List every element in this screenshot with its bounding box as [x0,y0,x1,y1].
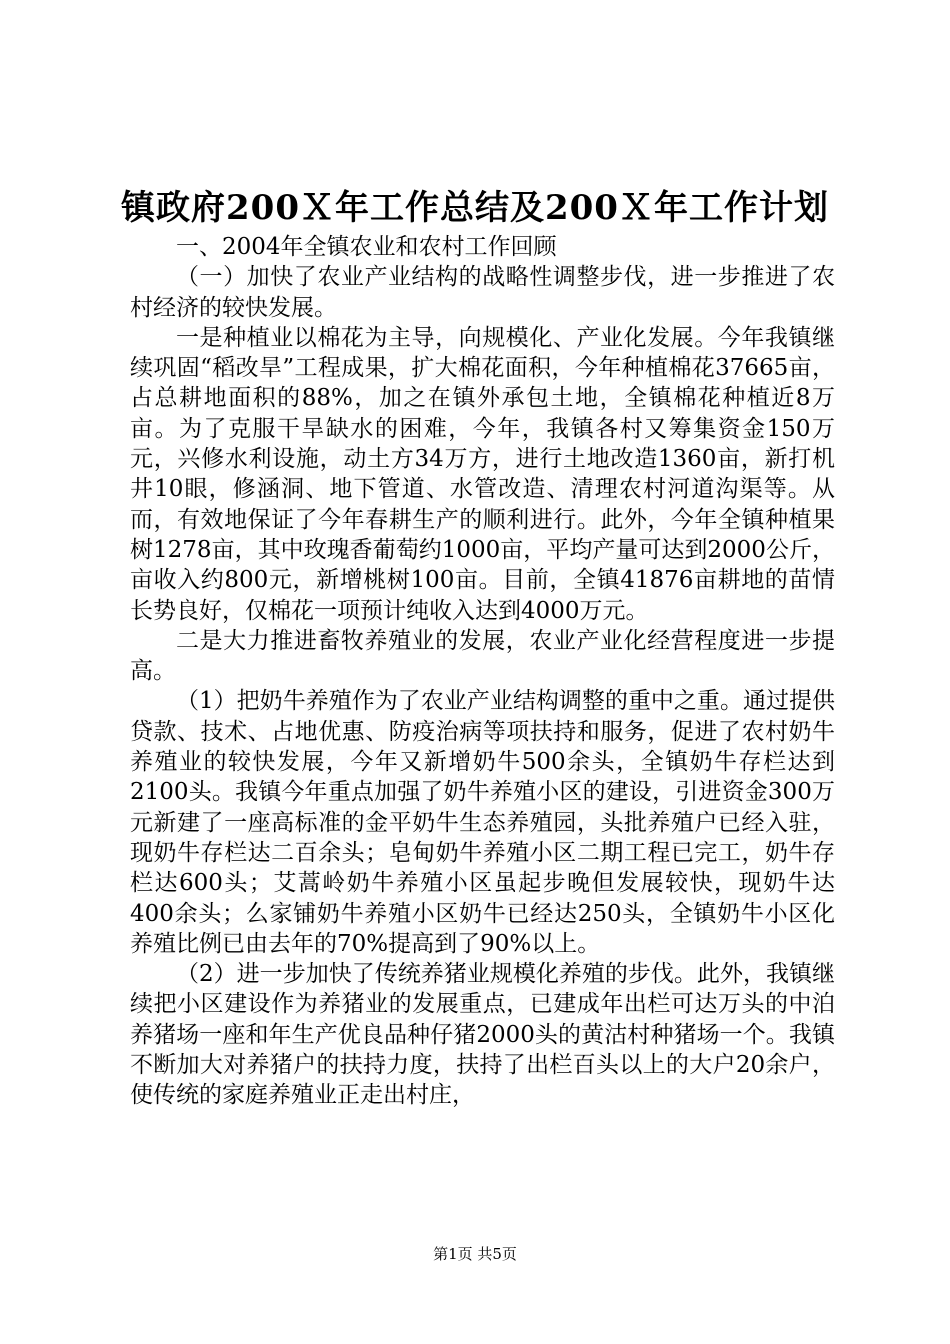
document-body [130,232,835,1111]
subsection-heading: （一）加快了农业产业结构的战略性调整步伐，进一步推进了农村经济的较快发展。 [130,264,835,321]
paragraph-livestock: 二是大力推进畜牧养殖业的发展，农业产业化经营程度进一步提高。 [130,627,835,685]
paragraph-planting: 一是种植业以棉花为主导，向规模化、产业化发展。今年我镇继续巩固“稻改旱”工程成果，扩大棉花面积，今年种植棉花37665亩，占总耕地面积的88%，加之在镇外承包土地，全镇棉花种植近8万亩。为了克服干旱缺水的困难，今年，我镇各村又筹集资金150万元，兴修水利设施，动土方34万方，进行土地改造1360亩，新打机井10眼，修涵洞、地下管道、水管改造、清理农村河道沟渠等。从而，有效地保证了今年春耕生产的顺利进行。此外，今年全镇种植果树1278亩，其中玫瑰香葡萄约1000亩，平均产量可达到2000公斤，亩收入约800元，新增桃树100亩。目前，全镇41876亩耕地的苗情长势良好，仅棉花一项预计纯收入达到4000万元。 [130,324,835,624]
paragraph-pig-farming: （2）进一步加快了传统养猪业规模化养殖的步伐。此外，我镇继续把小区建设作为养猪业的发展重点，已建成年出栏可达万头的中泊养猪场一座和年生产优良品种仔猪2000头的黄沽村种猪场一个。我镇不断加大对养猪户的扶持力度，扶持了出栏百头以上的大户20余户，使传统的家庭养殖业正走出村庄， [130,961,835,1109]
section-heading: 一、2004年全镇农业和农村工作回顾 [176,234,557,260]
page-number-footer: 第1页 共5页 [433,1245,517,1263]
document-title: 镇政府200Ｘ年工作总结及200Ｘ年工作计划 [121,188,829,228]
paragraph-dairy: （1）把奶牛养殖作为了农业产业结构调整的重中之重。通过提供贷款、技术、占地优惠、防疫治病等项扶持和服务，促进了农村奶牛养殖业的较快发展，今年又新增奶牛500余头，全镇奶牛存栏达到2100头。我镇今年重点加强了奶牛养殖小区的建设，引进资金300万元新建了一座高标准的金平奶牛生态养殖园，头批养殖户已经入驻，现奶牛存栏达二百余头；皂甸奶牛养殖小区二期工程已完工，奶牛存栏达600头；艾蒿岭奶牛养殖小区虽起步晚但发展较快，现奶牛达400余头；么家铺奶牛养殖小区奶牛已经达250头，全镇奶牛小区化养殖比例已由去年的70%提高到了90%以上。 [130,688,835,957]
